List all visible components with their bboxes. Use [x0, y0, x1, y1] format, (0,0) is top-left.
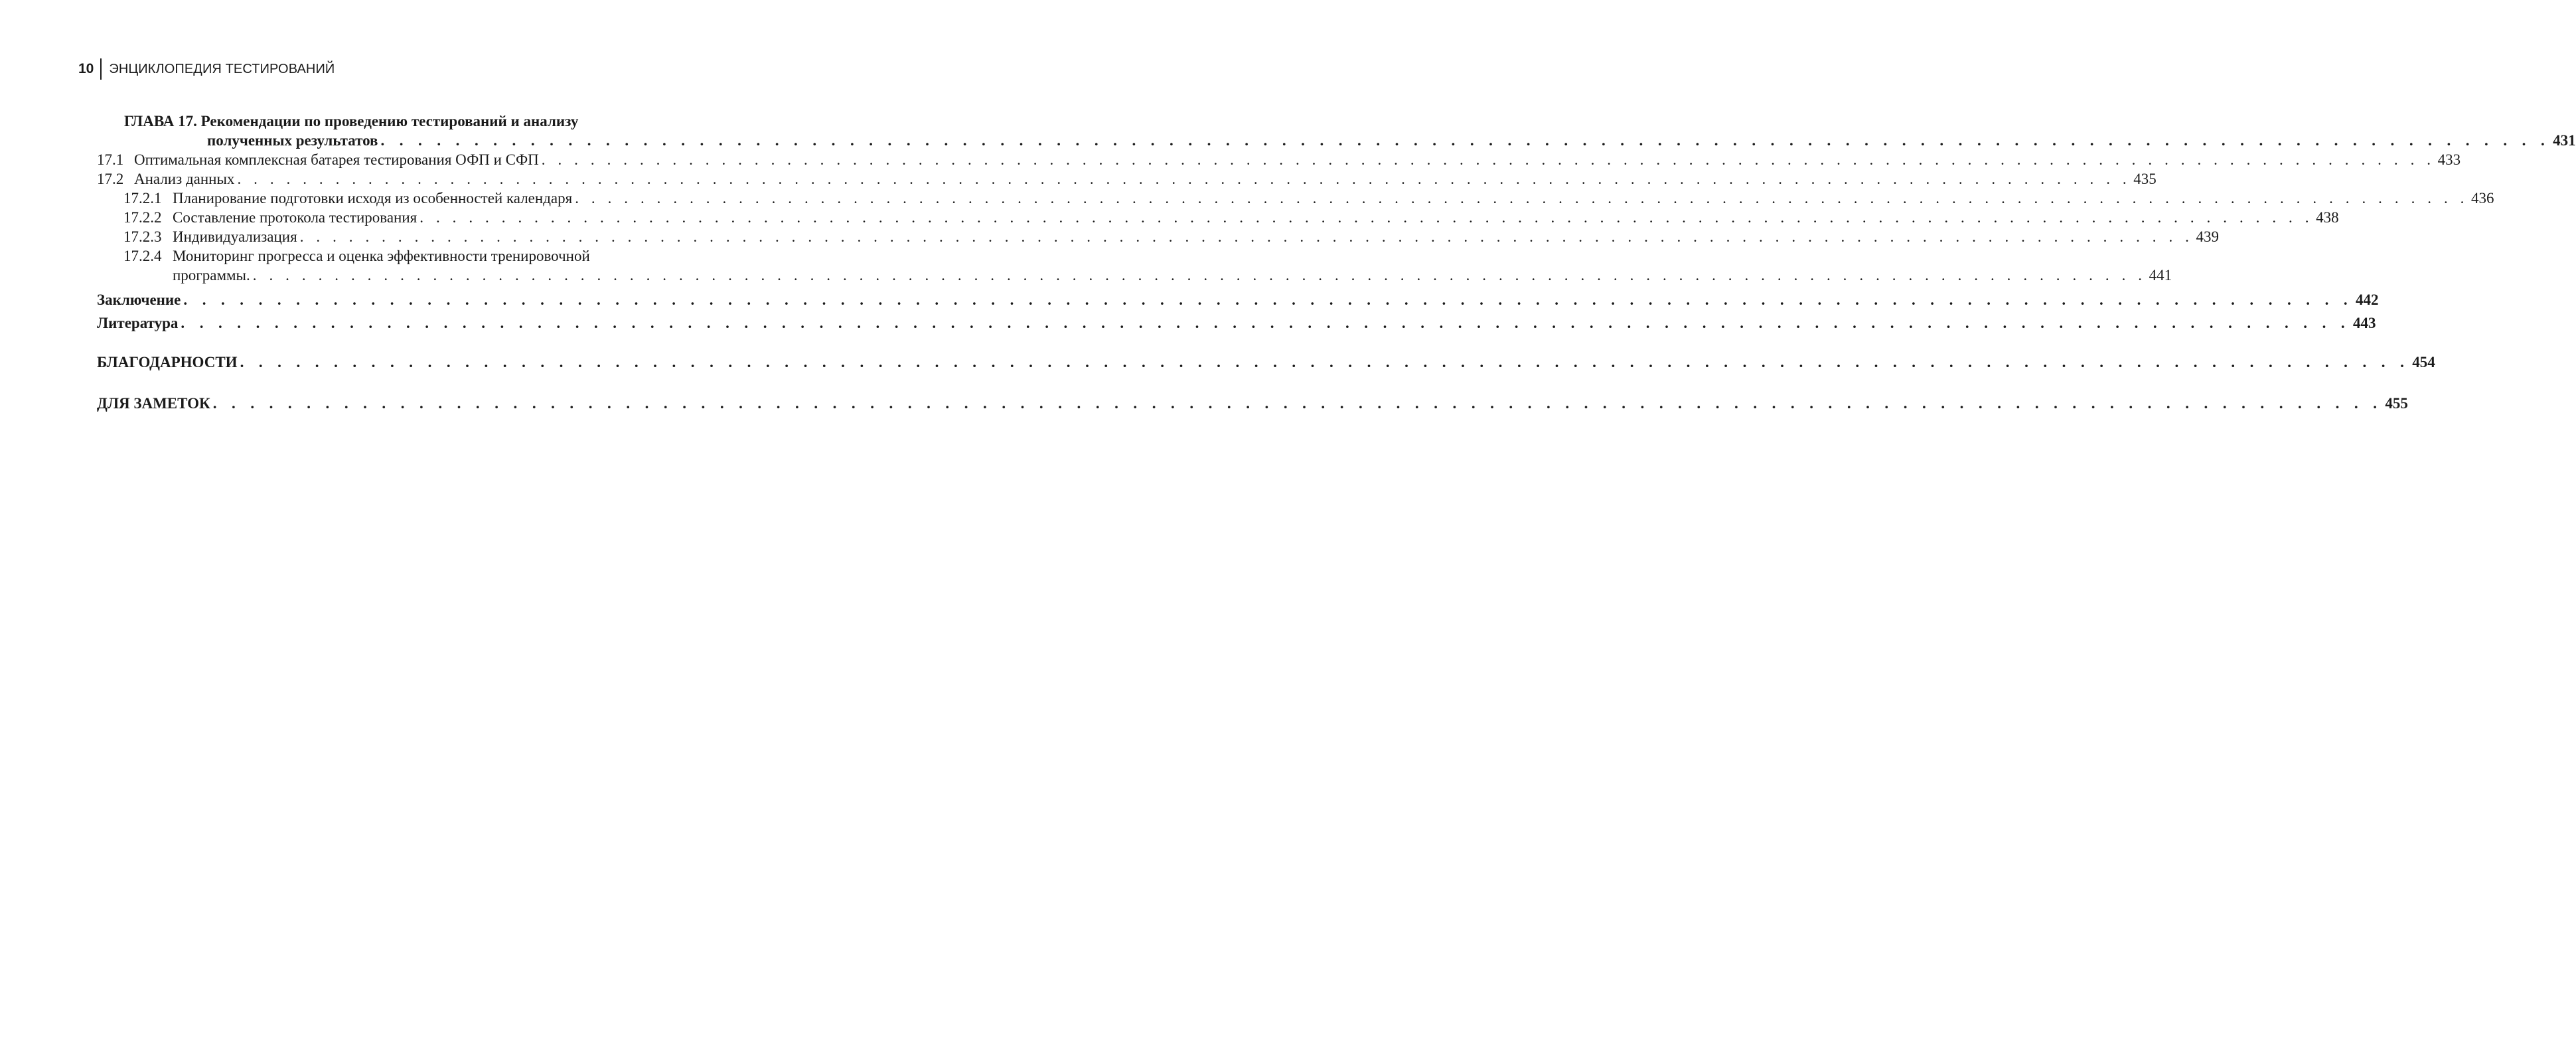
toc-page: 435: [2133, 171, 2157, 187]
toc-leader: . . . . . . . . . . . . . . . . . . . . . . . . . . . . . . . . . . . . . . . . . . . . . . . . . . . . . . . . . . . . . . . . . . . . . . . . . . . . . . . . . . . . . . . . . . . . . . . . . . . . . . . . . . . . . . . . . . . .: [183, 291, 2354, 308]
toc-leader: . . . . . . . . . . . . . . . . . . . . . . . . . . . . . . . . . . . . . . . . . . . . . . . . . . . . . . . . . . . . . . . . . . . . . . . . . . . . . . . . . . . . . . . . . . . . . . . . . . . . . . . . . . . . . . . . . . . .: [212, 395, 2383, 412]
toc-item-thanks[interactable]: [97, 353, 2435, 372]
toc-page: 454: [2412, 354, 2435, 370]
toc-item-17-2-2[interactable]: [97, 208, 2339, 227]
toc-item-literature[interactable]: [97, 313, 2376, 333]
toc-page: 431: [2553, 132, 2576, 149]
toc-page: 438: [2316, 209, 2339, 226]
toc-section-title: Мониторинг прогресса и оценка эффективности тренировочной: [173, 248, 590, 264]
toc-section-number: 17.2.2: [123, 209, 162, 226]
toc-page: 443: [2353, 315, 2376, 331]
toc-section-number: 17.2.3: [123, 228, 162, 245]
toc-leader: . . . . . . . . . . . . . . . . . . . . . . . . . . . . . . . . . . . . . . . . . . . . . . . . . . . . . . . . . . . . . . . . . . . . . . . . . . . . . . . . . . . . . . . . . . . . . . . . . . . . . . . . . . . . . . . . . . . .: [575, 190, 2469, 206]
toc-item-17-2-4-line1[interactable]: [97, 246, 713, 266]
toc-item-17-2-4-line2[interactable]: [97, 266, 2172, 285]
toc-item-17-2-3[interactable]: [97, 227, 2220, 246]
running-title: ЭНЦИКЛОПЕДИЯ ТЕСТИРОВАНИЙ: [109, 61, 335, 76]
toc-item-17-1[interactable]: [97, 150, 2461, 169]
toc-item-17-2[interactable]: [97, 169, 2157, 189]
toc-leader: . . . . . . . . . . . . . . . . . . . . . . . . . . . . . . . . . . . . . . . . . . . . . . . . . . . . . . . . . . . . . . . . . . . . . . . . . . . . . . . . . . . . . . . . . . . . . . . . . . . . . . . . . . . . . . . . . . . .: [240, 354, 2410, 370]
toc-chapter-17-line1: [97, 112, 713, 131]
toc-section-number: 17.1: [97, 151, 124, 168]
toc-section-title: Индивидуализация: [173, 228, 297, 245]
toc-section-title: Планирование подготовки исходя из особенностей календаря: [173, 190, 573, 206]
toc-section-title: Анализ данных: [134, 171, 235, 187]
toc-leader: . . . . . . . . . . . . . . . . . . . . . . . . . . . . . . . . . . . . . . . . . . . . . . . . . . . . . . . . . . . . . . . . . . . . . . . . . . . . . . . . . . . . . . . . . . . . . . . . . . . . . . . . . . . . . . . . . . . .: [299, 228, 2194, 245]
toc-leader: . . . . . . . . . . . . . . . . . . . . . . . . . . . . . . . . . . . . . . . . . . . . . . . . . . . . . . . . . . . . . . . . . . . . . . . . . . . . . . . . . . . . . . . . . . . . . . . . . . . . . . . . . . . . . . . . . . . .: [252, 267, 2147, 284]
toc-section-number: 17.2.4: [123, 248, 162, 264]
toc-section-number: 17.2.1: [123, 190, 162, 206]
toc-leader: . . . . . . . . . . . . . . . . . . . . . . . . . . . . . . . . . . . . . . . . . . . . . . . . . . . . . . . . . . . . . . . . . . . . . . . . . . . . . . . . . . . . . . . . . . . . . . . . . . . . . . . . . . . . . . . . . . . .: [181, 315, 2351, 331]
table-of-contents: [97, 112, 2576, 413]
toc-leader: . . . . . . . . . . . . . . . . . . . . . . . . . . . . . . . . . . . . . . . . . . . . . . . . . . . . . . . . . . . . . . . . . . . . . . . . . . . . . . . . . . . . . . . . . . . . . . . . . . . . . . . . . . . . . . . . . . . .: [541, 151, 2435, 168]
toc-item-conclusion[interactable]: [97, 290, 2379, 309]
toc-item-17-2-1[interactable]: [97, 189, 2494, 208]
toc-section-title: Оптимальная комплексная батарея тестирования ОФП и СФП: [134, 151, 539, 168]
toc-leader: . . . . . . . . . . . . . . . . . . . . . . . . . . . . . . . . . . . . . . . . . . . . . . . . . . . . . . . . . . . . . . . . . . . . . . . . . . . . . . . . . . . . . . . . . . . . . . . . . . . . . . . . . . . . . . . . . . . .: [419, 209, 2314, 226]
toc-leader: . . . . . . . . . . . . . . . . . . . . . . . . . . . . . . . . . . . . . . . . . . . . . . . . . . . . . . . . . . . . . . . . . . . . . . . . . . . . . . . . . . . . . . . . . . . . . . . . . . . . . . . . . . . . . . . . . . . .: [237, 171, 2131, 187]
toc-chapter-17-line2[interactable]: [97, 131, 2576, 150]
toc-section-title: Составление протокола тестирования: [173, 209, 417, 226]
toc-page: 455: [2385, 395, 2408, 412]
toc-section-title: ДЛЯ ЗАМЕТОК: [97, 395, 210, 412]
toc-section-title: Заключение: [97, 291, 181, 308]
toc-page: 433: [2437, 151, 2461, 168]
toc-item-notes[interactable]: [97, 394, 2408, 413]
toc-page: 441: [2149, 267, 2172, 284]
toc-leader: . . . . . . . . . . . . . . . . . . . . . . . . . . . . . . . . . . . . . . . . . . . . . . . . . . . . . . . . . . . . . . . . . . . . . . . . . . . . . . . . . . . . . . . . . . . . . . . . . . . . . . . . . . . . . . . . . . . .: [380, 132, 2551, 149]
toc-section-title: Литература: [97, 315, 179, 331]
toc-page: 442: [2356, 291, 2379, 308]
header-divider: [100, 58, 102, 80]
toc-chapter-title: ГЛАВА 17. Рекомендации по проведению тестирований и анализу: [124, 113, 579, 129]
toc-section-title: БЛАГОДАРНОСТИ: [97, 354, 238, 370]
toc-page: 439: [2196, 228, 2220, 245]
page-number: 10: [78, 61, 94, 76]
toc-page: 436: [2471, 190, 2494, 206]
toc-section-title-cont: программы.: [173, 267, 250, 284]
toc-section-number: 17.2: [97, 171, 124, 187]
running-head: [78, 57, 335, 81]
toc-chapter-title-cont: полученных результатов: [207, 132, 378, 149]
